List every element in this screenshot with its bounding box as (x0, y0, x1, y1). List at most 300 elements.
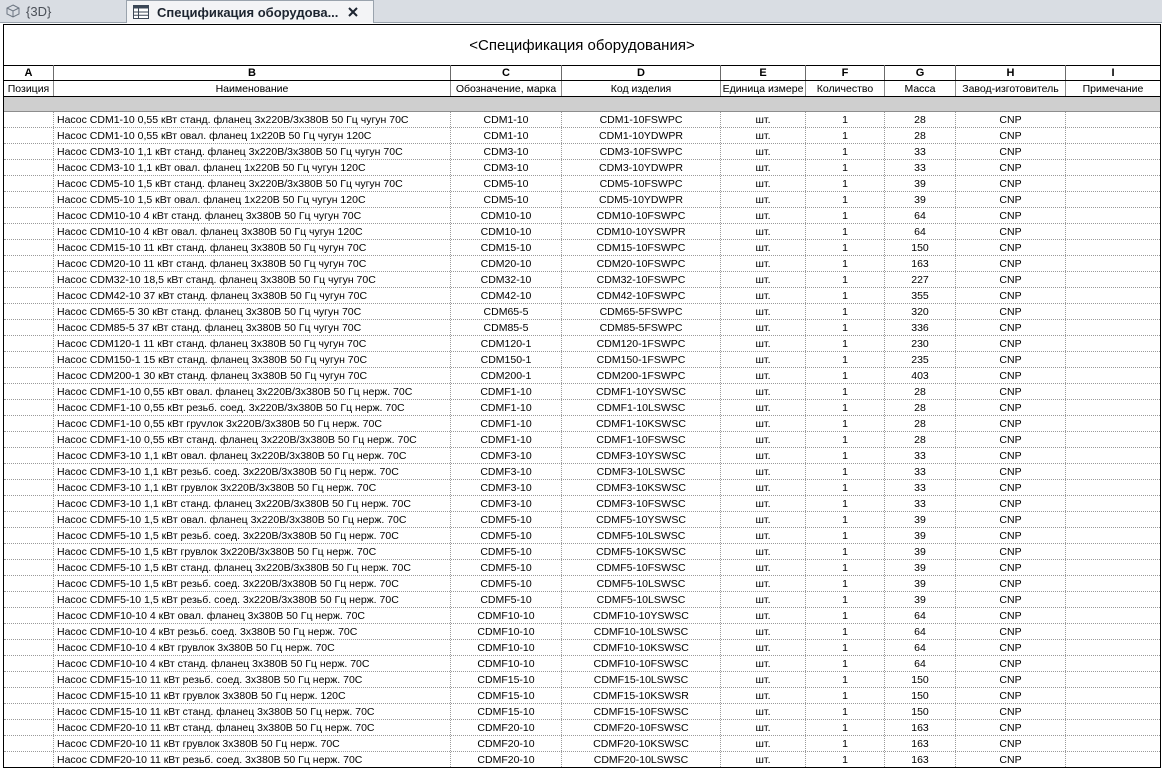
cell-manufacturer[interactable]: CNP (956, 528, 1066, 543)
cell-quantity[interactable]: 1 (806, 496, 885, 511)
cell-name[interactable]: Насос CDM150-1 15 кВт станд. фланец 3х380В 50 Гц чугун 70С (54, 352, 451, 367)
cell-name[interactable]: Насос CDMF5-10 1,5 кВт грувлок 3х220В/3х380В 50 Гц нерж. 70С (54, 544, 451, 559)
cell-note[interactable] (1066, 224, 1160, 239)
cell-unit[interactable]: шт. (721, 384, 806, 399)
cell-position[interactable] (4, 640, 54, 655)
table-row[interactable] (4, 432, 1160, 448)
cell-product-code[interactable]: CDM3-10FSWPC (562, 144, 721, 159)
cell-mass[interactable]: 33 (885, 144, 956, 159)
cell-product-code[interactable]: CDMF1-10FSWSC (562, 432, 721, 447)
table-row[interactable] (4, 304, 1160, 320)
cell-product-code[interactable]: CDM85-5FSWPC (562, 320, 721, 335)
cell-position[interactable] (4, 720, 54, 735)
cell-product-code[interactable]: CDMF3-10YSWSC (562, 448, 721, 463)
cell-name[interactable]: Насос CDM32-10 18,5 кВт станд. фланец 3х380В 50 Гц чугун 70С (54, 272, 451, 287)
cell-manufacturer[interactable]: CNP (956, 560, 1066, 575)
cell-quantity[interactable]: 1 (806, 304, 885, 319)
table-row[interactable] (4, 288, 1160, 304)
table-row[interactable] (4, 128, 1160, 144)
cell-manufacturer[interactable]: CNP (956, 752, 1066, 767)
cell-note[interactable] (1066, 272, 1160, 287)
cell-product-code[interactable]: CDMF10-10LSWSC (562, 624, 721, 639)
cell-mass[interactable]: 336 (885, 320, 956, 335)
cell-unit[interactable]: шт. (721, 176, 806, 191)
cell-position[interactable] (4, 672, 54, 687)
cell-quantity[interactable]: 1 (806, 336, 885, 351)
cell-position[interactable] (4, 256, 54, 271)
cell-designation[interactable]: CDM120-1 (451, 336, 562, 351)
cell-note[interactable] (1066, 400, 1160, 415)
cell-designation[interactable]: CDM15-10 (451, 240, 562, 255)
column-letter[interactable]: B (54, 65, 451, 80)
cell-designation[interactable]: CDM5-10 (451, 176, 562, 191)
cell-quantity[interactable]: 1 (806, 384, 885, 399)
cell-product-code[interactable]: CDMF5-10LSWSC (562, 592, 721, 607)
cell-note[interactable] (1066, 112, 1160, 127)
cell-designation[interactable]: CDM200-1 (451, 368, 562, 383)
column-letter[interactable]: I (1111, 66, 1115, 79)
cell-manufacturer[interactable]: CNP (956, 128, 1066, 143)
cell-manufacturer[interactable]: CNP (956, 608, 1066, 623)
cell-designation[interactable]: CDMF5-10 (451, 592, 562, 607)
cell-product-code[interactable]: CDM150-1FSWPC (562, 352, 721, 367)
cell-manufacturer[interactable]: CNP (956, 192, 1066, 207)
cell-mass[interactable]: 28 (885, 384, 956, 399)
cell-name[interactable]: Насос CDM65-5 30 кВт станд. фланец 3х380В 50 Гц чугун 70С (54, 304, 451, 319)
cell-position[interactable] (4, 368, 54, 383)
cell-designation[interactable]: CDM5-10 (451, 192, 562, 207)
cell-note[interactable] (1066, 192, 1160, 207)
cell-unit[interactable]: шт. (721, 304, 806, 319)
cell-note[interactable] (1066, 608, 1160, 623)
cell-manufacturer[interactable]: CNP (956, 304, 1066, 319)
cell-designation[interactable]: CDMF3-10 (451, 448, 562, 463)
cell-note[interactable] (1066, 640, 1160, 655)
cell-unit[interactable]: шт. (721, 368, 806, 383)
cell-manufacturer[interactable]: CNP (956, 736, 1066, 751)
cell-manufacturer[interactable]: CNP (956, 432, 1066, 447)
table-row[interactable] (4, 384, 1160, 400)
cell-product-code[interactable]: CDMF3-10KSWSC (562, 480, 721, 495)
cell-manufacturer[interactable]: CNP (956, 496, 1066, 511)
cell-manufacturer[interactable]: CNP (956, 576, 1066, 591)
cell-mass[interactable]: 163 (885, 256, 956, 271)
cell-designation[interactable]: CDM150-1 (451, 352, 562, 367)
cell-mass[interactable]: 39 (885, 528, 956, 543)
cell-product-code[interactable]: CDMF15-10FSWSC (562, 704, 721, 719)
cell-unit[interactable]: шт. (721, 576, 806, 591)
cell-manufacturer[interactable]: CNP (956, 400, 1066, 415)
cell-unit[interactable]: шт. (721, 464, 806, 479)
cell-mass[interactable]: 39 (885, 176, 956, 191)
cell-mass[interactable]: 64 (885, 624, 956, 639)
cell-position[interactable] (4, 688, 54, 703)
cell-product-code[interactable]: CDM15-10FSWPC (562, 240, 721, 255)
cell-designation[interactable]: CDMF5-10 (451, 544, 562, 559)
cell-position[interactable] (4, 624, 54, 639)
cell-note[interactable] (1066, 160, 1160, 175)
cell-mass[interactable]: 227 (885, 272, 956, 287)
cell-name[interactable]: Насос CDM42-10 37 кВт станд. фланец 3х380В 50 Гц чугун 70С (54, 288, 451, 303)
cell-mass[interactable]: 64 (885, 640, 956, 655)
cell-manufacturer[interactable]: CNP (956, 352, 1066, 367)
cell-quantity[interactable]: 1 (806, 432, 885, 447)
cell-mass[interactable]: 39 (885, 544, 956, 559)
cell-unit[interactable]: шт. (721, 624, 806, 639)
table-row[interactable] (4, 752, 1160, 768)
table-row[interactable] (4, 480, 1160, 496)
cell-unit[interactable]: шт. (721, 160, 806, 175)
cell-designation[interactable]: CDMF5-10 (451, 576, 562, 591)
cell-quantity[interactable]: 1 (806, 544, 885, 559)
cell-manufacturer[interactable]: CNP (956, 336, 1066, 351)
cell-unit[interactable]: шт. (721, 704, 806, 719)
cell-designation[interactable]: CDMF10-10 (451, 640, 562, 655)
table-row[interactable] (4, 640, 1160, 656)
cell-position[interactable] (4, 752, 54, 767)
cell-quantity[interactable]: 1 (806, 448, 885, 463)
cell-quantity[interactable]: 1 (806, 608, 885, 623)
cell-note[interactable] (1066, 288, 1160, 303)
cell-name[interactable]: Насос CDM20-10 11 кВт станд. фланец 3х380В 50 Гц чугун 70С (54, 256, 451, 271)
cell-name[interactable]: Насос CDMF15-10 11 кВт станд. фланец 3х380В 50 Гц нерж. 70С (54, 704, 451, 719)
cell-note[interactable] (1066, 176, 1160, 191)
cell-manufacturer[interactable]: CNP (956, 368, 1066, 383)
cell-position[interactable] (4, 304, 54, 319)
cell-note[interactable] (1066, 464, 1160, 479)
cell-unit[interactable]: шт. (721, 400, 806, 415)
cell-designation[interactable]: CDMF10-10 (451, 624, 562, 639)
table-row[interactable] (4, 320, 1160, 336)
cell-note[interactable] (1066, 752, 1160, 767)
cell-unit[interactable]: шт. (721, 112, 806, 127)
cell-unit[interactable]: шт. (721, 224, 806, 239)
cell-unit[interactable]: шт. (721, 336, 806, 351)
cell-note[interactable] (1066, 304, 1160, 319)
cell-note[interactable] (1066, 704, 1160, 719)
cell-manufacturer[interactable]: CNP (956, 544, 1066, 559)
cell-mass[interactable]: 33 (885, 448, 956, 463)
cell-designation[interactable]: CDM42-10 (451, 288, 562, 303)
cell-mass[interactable]: 150 (885, 672, 956, 687)
cell-product-code[interactable]: CDMF10-10KSWSC (562, 640, 721, 655)
cell-unit[interactable]: шт. (721, 480, 806, 495)
cell-designation[interactable]: CDMF1-10 (451, 400, 562, 415)
cell-designation[interactable]: CDMF10-10 (451, 608, 562, 623)
cell-note[interactable] (1066, 528, 1160, 543)
cell-name[interactable]: Насос CDMF5-10 1,5 кВт овал. фланец 3х220В/3х380В 50 Гц нерж. 70С (54, 512, 451, 527)
cell-designation[interactable]: CDMF5-10 (451, 528, 562, 543)
cell-quantity[interactable]: 1 (806, 352, 885, 367)
cell-name[interactable]: Насос CDM200-1 30 кВт станд. фланец 3х380В 50 Гц чугун 70С (54, 368, 451, 383)
column-letter[interactable]: E (721, 65, 806, 80)
cell-designation[interactable]: CDMF20-10 (451, 736, 562, 751)
cell-unit[interactable]: шт. (721, 672, 806, 687)
cell-unit[interactable]: шт. (721, 416, 806, 431)
cell-name[interactable]: Насос CDM5-10 1,5 кВт овал. фланец 1х220В 50 Гц чугун 120С (54, 192, 451, 207)
cell-manufacturer[interactable]: CNP (956, 208, 1066, 223)
cell-note[interactable] (1066, 512, 1160, 527)
cell-position[interactable] (4, 480, 54, 495)
cell-designation[interactable]: CDMF10-10 (451, 656, 562, 671)
cell-note[interactable] (1066, 432, 1160, 447)
cell-designation[interactable]: CDMF1-10 (451, 384, 562, 399)
cell-designation[interactable]: CDM32-10 (451, 272, 562, 287)
cell-position[interactable] (4, 464, 54, 479)
cell-unit[interactable]: шт. (721, 208, 806, 223)
column-header[interactable]: Завод-изготовитель (956, 81, 1066, 96)
cell-name[interactable]: Насос CDMF1-10 0,55 кВт овал. фланец 3х220В/3х380В 50 Гц нерж. 70С (54, 384, 451, 399)
cell-quantity[interactable]: 1 (806, 640, 885, 655)
cell-name[interactable]: Насос CDMF20-10 11 кВт грувлок 3х380В 50 Гц нерж. 70С (54, 736, 451, 751)
cell-mass[interactable]: 150 (885, 704, 956, 719)
cell-manufacturer[interactable]: CNP (956, 512, 1066, 527)
cell-product-code[interactable]: CDM10-10YSWPR (562, 224, 721, 239)
cell-product-code[interactable]: CDM5-10YDWPR (562, 192, 721, 207)
cell-quantity[interactable]: 1 (806, 512, 885, 527)
table-row[interactable] (4, 704, 1160, 720)
cell-name[interactable]: Насос CDMF20-10 11 кВт станд. фланец 3х380В 50 Гц нерж. 70С (54, 720, 451, 735)
table-row[interactable] (4, 224, 1160, 240)
cell-quantity[interactable]: 1 (806, 576, 885, 591)
cell-unit[interactable]: шт. (721, 528, 806, 543)
cell-quantity[interactable]: 1 (806, 416, 885, 431)
table-row[interactable] (4, 272, 1160, 288)
table-row[interactable] (4, 112, 1160, 128)
cell-quantity[interactable]: 1 (806, 592, 885, 607)
cell-unit[interactable]: шт. (721, 496, 806, 511)
cell-quantity[interactable]: 1 (806, 128, 885, 143)
cell-mass[interactable]: 39 (885, 192, 956, 207)
cell-name[interactable]: Насос CDMF5-10 1,5 кВт резьб. соед. 3х220В/3х380В 50 Гц нерж. 70С (54, 528, 451, 543)
cell-unit[interactable]: шт. (721, 320, 806, 335)
cell-product-code[interactable]: CDM200-1FSWPC (562, 368, 721, 383)
cell-note[interactable] (1066, 672, 1160, 687)
cell-product-code[interactable]: CDM32-10FSWPC (562, 272, 721, 287)
cell-product-code[interactable]: CDM20-10FSWPC (562, 256, 721, 271)
cell-product-code[interactable]: CDMF1-10YSWSC (562, 384, 721, 399)
cell-quantity[interactable]: 1 (806, 240, 885, 255)
cell-unit[interactable]: шт. (721, 688, 806, 703)
cell-quantity[interactable]: 1 (806, 320, 885, 335)
cell-position[interactable] (4, 160, 54, 175)
table-row[interactable] (4, 368, 1160, 384)
cell-unit[interactable]: шт. (721, 432, 806, 447)
cell-name[interactable]: Насос CDMF10-10 4 кВт грувлок 3х380В 50 Гц нерж. 70С (54, 640, 451, 655)
cell-mass[interactable]: 163 (885, 720, 956, 735)
cell-designation[interactable]: CDMF1-10 (451, 432, 562, 447)
cell-manufacturer[interactable]: CNP (956, 112, 1066, 127)
table-row[interactable] (4, 720, 1160, 736)
column-header[interactable]: Наименование (54, 81, 451, 96)
table-row[interactable] (4, 448, 1160, 464)
table-row[interactable] (4, 528, 1160, 544)
cell-mass[interactable]: 230 (885, 336, 956, 351)
cell-designation[interactable]: CDMF3-10 (451, 480, 562, 495)
cell-manufacturer[interactable]: CNP (956, 592, 1066, 607)
cell-name[interactable]: Насос CDM85-5 37 кВт станд. фланец 3х380В 50 Гц чугун 70С (54, 320, 451, 335)
cell-quantity[interactable]: 1 (806, 368, 885, 383)
cell-position[interactable] (4, 544, 54, 559)
cell-position[interactable] (4, 128, 54, 143)
cell-position[interactable] (4, 144, 54, 159)
cell-product-code[interactable]: CDMF10-10FSWSC (562, 656, 721, 671)
cell-quantity[interactable]: 1 (806, 224, 885, 239)
cell-manufacturer[interactable]: CNP (956, 272, 1066, 287)
cell-quantity[interactable]: 1 (806, 672, 885, 687)
column-header[interactable]: Код изделия (562, 81, 721, 96)
cell-note[interactable] (1066, 576, 1160, 591)
cell-unit[interactable]: шт. (721, 720, 806, 735)
cell-note[interactable] (1066, 336, 1160, 351)
cell-designation[interactable]: CDMF15-10 (451, 688, 562, 703)
cell-product-code[interactable]: CDMF20-10LSWSC (562, 752, 721, 767)
cell-name[interactable]: Насос CDMF5-10 1,5 кВт резьб. соед. 3х220В/3х380В 50 Гц нерж. 70С (54, 576, 451, 591)
cell-designation[interactable]: CDM3-10 (451, 144, 562, 159)
cell-manufacturer[interactable]: CNP (956, 384, 1066, 399)
cell-product-code[interactable]: CDMF20-10KSWSC (562, 736, 721, 751)
cell-note[interactable] (1066, 416, 1160, 431)
cell-designation[interactable]: CDMF15-10 (451, 672, 562, 687)
cell-quantity[interactable]: 1 (806, 400, 885, 415)
cell-mass[interactable]: 320 (885, 304, 956, 319)
cell-name[interactable]: Насос CDMF10-10 4 кВт резьб. соед. 3х380В 50 Гц нерж. 70С (54, 624, 451, 639)
cell-manufacturer[interactable]: CNP (956, 240, 1066, 255)
cell-mass[interactable]: 150 (885, 688, 956, 703)
cell-mass[interactable]: 39 (885, 560, 956, 575)
cell-manufacturer[interactable]: CNP (956, 480, 1066, 495)
cell-quantity[interactable]: 1 (806, 624, 885, 639)
cell-position[interactable] (4, 400, 54, 415)
cell-mass[interactable]: 28 (885, 128, 956, 143)
table-row[interactable] (4, 464, 1160, 480)
column-header[interactable]: Обозначение, марка (451, 81, 562, 96)
cell-unit[interactable]: шт. (721, 736, 806, 751)
cell-position[interactable] (4, 208, 54, 223)
cell-unit[interactable]: шт. (721, 240, 806, 255)
cell-position[interactable] (4, 528, 54, 543)
table-row[interactable] (4, 688, 1160, 704)
cell-name[interactable]: Насос CDMF3-10 1,1 кВт станд. фланец 3х220В/3х380В 50 Гц нерж. 70С (54, 496, 451, 511)
cell-mass[interactable]: 163 (885, 752, 956, 767)
cell-product-code[interactable]: CDMF20-10FSWSC (562, 720, 721, 735)
cell-product-code[interactable]: CDM3-10YDWPR (562, 160, 721, 175)
table-row[interactable] (4, 208, 1160, 224)
cell-quantity[interactable]: 1 (806, 560, 885, 575)
cell-product-code[interactable]: CDMF3-10LSWSC (562, 464, 721, 479)
cell-name[interactable]: Насос CDMF3-10 1,1 кВт грувлок 3х220В/3х380В 50 Гц нерж. 70С (54, 480, 451, 495)
cell-note[interactable] (1066, 688, 1160, 703)
cell-quantity[interactable]: 1 (806, 720, 885, 735)
cell-note[interactable] (1066, 624, 1160, 639)
tab-3d-view[interactable] (0, 0, 122, 22)
column-letter[interactable]: H (956, 65, 1066, 80)
cell-quantity[interactable]: 1 (806, 272, 885, 287)
cell-manufacturer[interactable]: CNP (956, 160, 1066, 175)
table-row[interactable] (4, 192, 1160, 208)
cell-mass[interactable]: 64 (885, 656, 956, 671)
cell-note[interactable] (1066, 736, 1160, 751)
cell-quantity[interactable]: 1 (806, 656, 885, 671)
cell-name[interactable]: Насос CDM3-10 1,1 кВт овал. фланец 1х220В 50 Гц чугун 120С (54, 160, 451, 175)
cell-position[interactable] (4, 736, 54, 751)
cell-name[interactable]: Насос CDM1-10 0,55 кВт овал. фланец 1х220В 50 Гц чугун 120С (54, 128, 451, 143)
cell-designation[interactable]: CDM10-10 (451, 224, 562, 239)
cell-position[interactable] (4, 272, 54, 287)
cell-name[interactable]: Насос CDMF1-10 0,55 кВт станд. фланец 3х220В/3х380В 50 Гц нерж. 70С (54, 432, 451, 447)
cell-unit[interactable]: шт. (721, 128, 806, 143)
cell-product-code[interactable]: CDM120-1FSWPC (562, 336, 721, 351)
cell-product-code[interactable]: CDMF1-10KSWSC (562, 416, 721, 431)
cell-position[interactable] (4, 192, 54, 207)
cell-mass[interactable]: 33 (885, 480, 956, 495)
cell-manufacturer[interactable]: CNP (956, 640, 1066, 655)
cell-product-code[interactable]: CDM1-10FSWPC (562, 112, 721, 127)
cell-designation[interactable]: CDM10-10 (451, 208, 562, 223)
cell-position[interactable] (4, 176, 54, 191)
cell-mass[interactable]: 64 (885, 208, 956, 223)
cell-designation[interactable]: CDMF15-10 (451, 704, 562, 719)
cell-note[interactable] (1066, 208, 1160, 223)
cell-quantity[interactable]: 1 (806, 528, 885, 543)
cell-name[interactable]: Насос CDMF1-10 0,55 кВт груvлок 3х220В/3х380В 50 Гц нерж. 70С (54, 416, 451, 431)
cell-note[interactable] (1066, 720, 1160, 735)
cell-designation[interactable]: CDM65-5 (451, 304, 562, 319)
cell-designation[interactable]: CDMF3-10 (451, 464, 562, 479)
column-header[interactable]: Примечание (1082, 82, 1144, 95)
cell-manufacturer[interactable]: CNP (956, 176, 1066, 191)
cell-unit[interactable]: шт. (721, 592, 806, 607)
column-letter[interactable]: D (562, 65, 721, 80)
cell-name[interactable]: Насос CDMF1-10 0,55 кВт резьб. соед. 3х220В/3х380В 50 Гц нерж. 70С (54, 400, 451, 415)
cell-unit[interactable]: шт. (721, 448, 806, 463)
column-letter[interactable]: A (4, 65, 54, 80)
cell-position[interactable] (4, 448, 54, 463)
cell-name[interactable]: Насос CDM120-1 11 кВт станд. фланец 3х380В 50 Гц чугун 70С (54, 336, 451, 351)
cell-position[interactable] (4, 224, 54, 239)
cell-position[interactable] (4, 704, 54, 719)
cell-unit[interactable]: шт. (721, 288, 806, 303)
table-row[interactable] (4, 144, 1160, 160)
cell-designation[interactable]: CDMF20-10 (451, 720, 562, 735)
cell-product-code[interactable]: CDMF15-10LSWSC (562, 672, 721, 687)
cell-note[interactable] (1066, 240, 1160, 255)
column-letter[interactable]: F (806, 65, 885, 80)
cell-quantity[interactable]: 1 (806, 256, 885, 271)
cell-manufacturer[interactable]: CNP (956, 464, 1066, 479)
cell-position[interactable] (4, 320, 54, 335)
cell-name[interactable]: Насос CDMF5-10 1,5 кВт станд. фланец 3х220В/3х380В 50 Гц нерж. 70С (54, 560, 451, 575)
cell-unit[interactable]: шт. (721, 640, 806, 655)
cell-quantity[interactable]: 1 (806, 160, 885, 175)
cell-quantity[interactable]: 1 (806, 288, 885, 303)
cell-note[interactable] (1066, 128, 1160, 143)
cell-quantity[interactable]: 1 (806, 688, 885, 703)
cell-product-code[interactable]: CDMF5-10LSWSC (562, 576, 721, 591)
cell-manufacturer[interactable]: CNP (956, 144, 1066, 159)
cell-manufacturer[interactable]: CNP (956, 688, 1066, 703)
cell-mass[interactable]: 33 (885, 496, 956, 511)
table-row[interactable] (4, 240, 1160, 256)
cell-mass[interactable]: 28 (885, 416, 956, 431)
cell-note[interactable] (1066, 448, 1160, 463)
table-row[interactable] (4, 624, 1160, 640)
cell-note[interactable] (1066, 592, 1160, 607)
table-row[interactable] (4, 496, 1160, 512)
cell-position[interactable] (4, 112, 54, 127)
cell-mass[interactable]: 355 (885, 288, 956, 303)
table-row[interactable] (4, 352, 1160, 368)
